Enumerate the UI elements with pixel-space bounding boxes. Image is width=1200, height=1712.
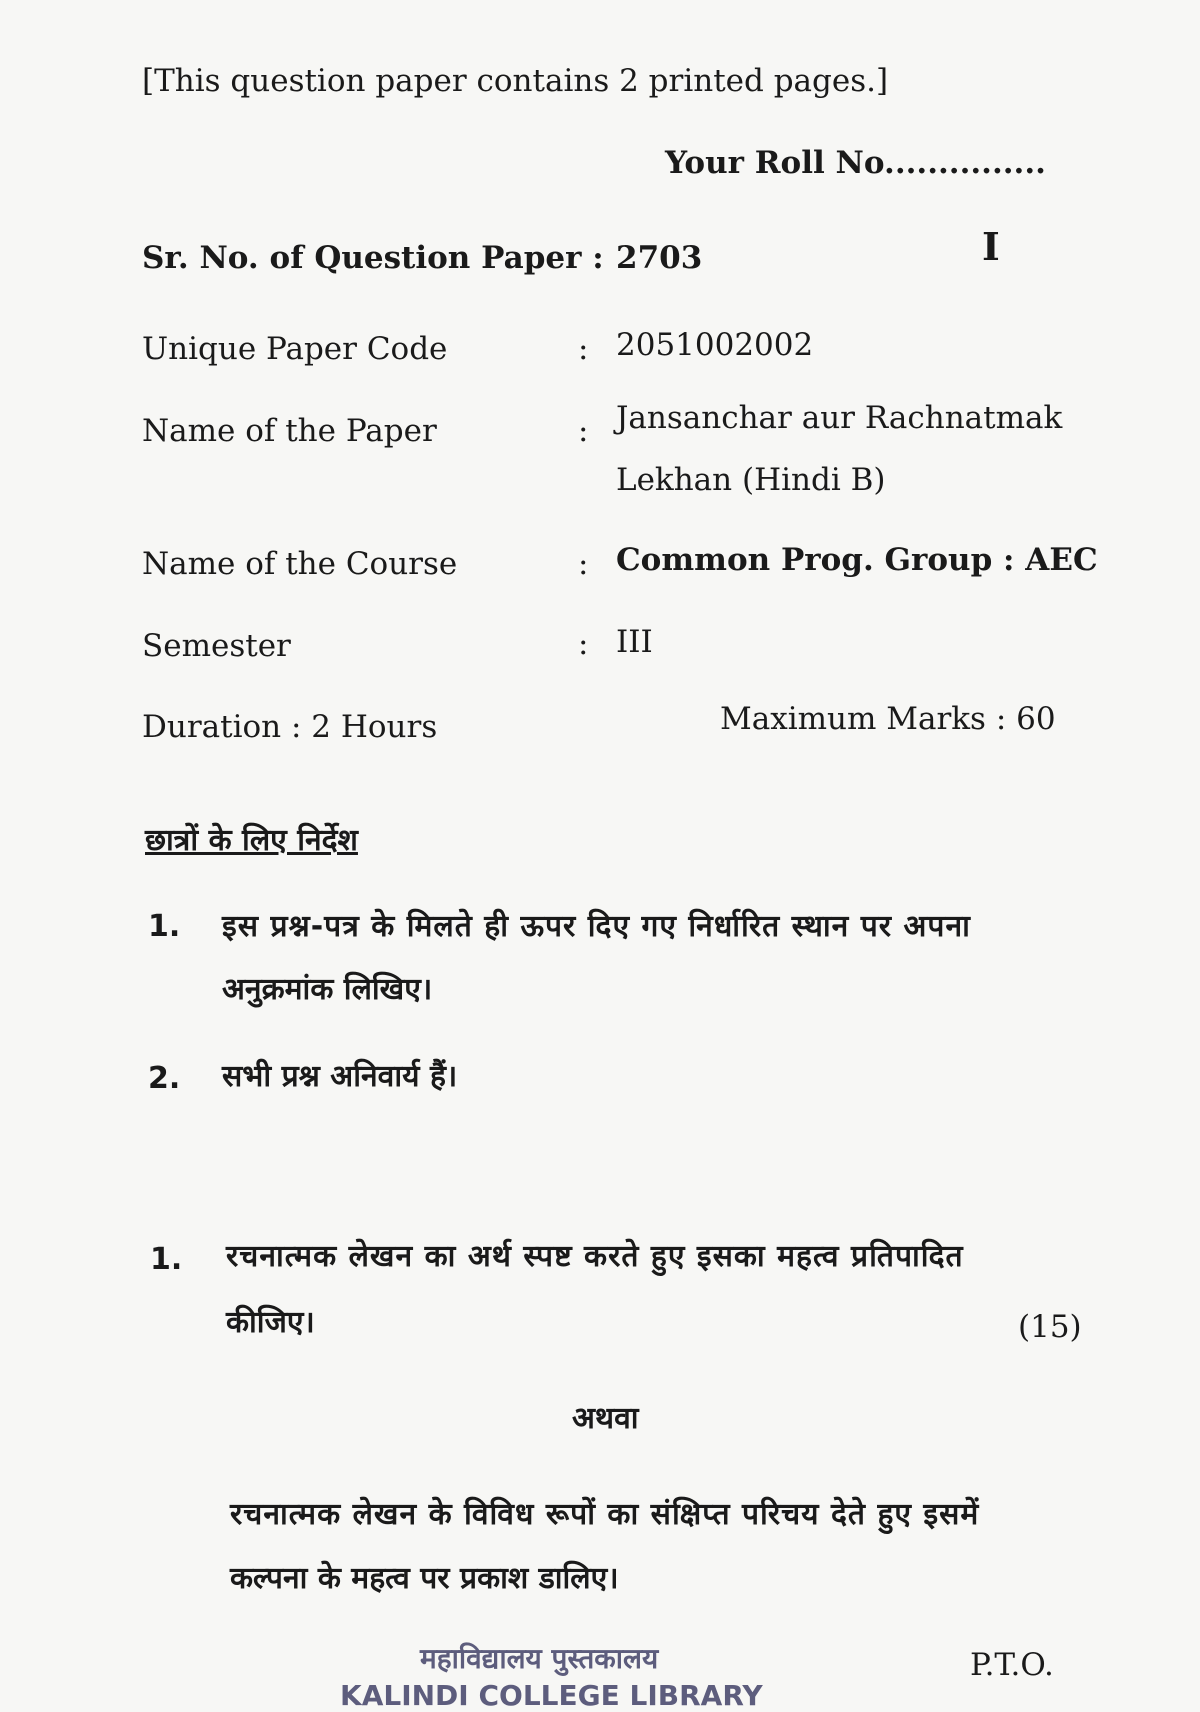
- pto: P.T.O.: [970, 1647, 1054, 1683]
- instruction-1-line2: अनुक्रमांक लिखिए।: [222, 972, 433, 1007]
- question-1: रचनात्मक लेखन का अर्थ स्पष्ट करते हुए इसका महत्व प्रतिपादित: [226, 1239, 964, 1274]
- pages-note: [This question paper contains 2 printed pages.]: [142, 63, 889, 99]
- paper-code-label: Unique Paper Code: [142, 331, 448, 367]
- paper-name-value: Jansanchar aur Rachnatmak: [616, 400, 1063, 436]
- instruction-2: सभी प्रश्न अनिवार्य हैं।: [222, 1059, 458, 1094]
- question-num: 1.: [150, 1242, 183, 1277]
- instruction-1: इस प्रश्न-पत्र के मिलते ही ऊपर दिए गए निर्धारित स्थान पर अपना: [222, 909, 971, 944]
- max-marks: Maximum Marks : 60: [720, 701, 1056, 737]
- or-label: अथवा: [572, 1401, 639, 1436]
- instruction-num: 2.: [148, 1061, 181, 1096]
- paper-name-value-line2: Lekhan (Hindi B): [616, 462, 886, 498]
- duration: Duration : 2 Hours: [142, 709, 438, 745]
- course-label: Name of the Course: [142, 546, 458, 582]
- semester-label: Semester: [142, 628, 291, 664]
- question-1-marks: (15): [1018, 1309, 1082, 1345]
- library-stamp-english: KALINDI COLLEGE LIBRARY: [340, 1679, 763, 1712]
- semester-value: III: [616, 624, 653, 660]
- colon: :: [578, 546, 589, 582]
- paper-name-label: Name of the Paper: [142, 413, 437, 449]
- roll-no-field: Your Roll No...............: [665, 145, 1046, 181]
- sr-no-value: 2703: [616, 240, 703, 276]
- set-mark: I: [982, 224, 1000, 269]
- instructions-heading: छात्रों के लिए निर्देश: [145, 823, 358, 858]
- alternative-question: रचनात्मक लेखन के विविध रूपों का संक्षिप्त परिचय देते हुए इसमें: [230, 1497, 980, 1532]
- colon: :: [578, 331, 589, 367]
- paper-code-value: 2051002002: [616, 327, 814, 363]
- alternative-question-line2: कल्पना के महत्व पर प्रकाश डालिए।: [230, 1561, 619, 1596]
- course-value: Common Prog. Group : AEC: [616, 542, 1098, 578]
- library-stamp-hindi: महाविद्यालय पुस्तकालय: [420, 1642, 659, 1675]
- sr-no-label: Sr. No. of Question Paper :: [142, 240, 604, 276]
- question-1-line2: कीजिए।: [226, 1305, 315, 1340]
- colon: :: [578, 413, 589, 449]
- instruction-num: 1.: [148, 909, 181, 944]
- colon: :: [578, 626, 589, 662]
